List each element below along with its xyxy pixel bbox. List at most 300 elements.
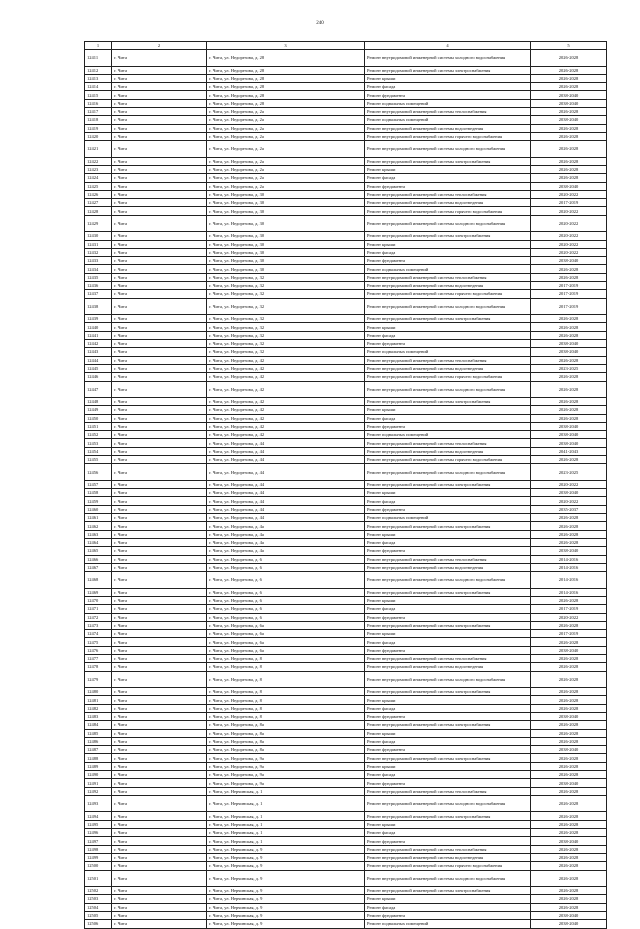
- address-cell: г. Чита, ул. Недорезова, д. 32: [207, 298, 365, 315]
- table-row: [85, 91, 607, 99]
- table-row: [85, 887, 607, 895]
- address-cell: г. Чита, ул. Недорезова, д. 44: [207, 489, 365, 497]
- address-cell: г. Чита, ул. Недорезова, д. 4а: [207, 530, 365, 538]
- period-cell: 2020-2022: [531, 240, 607, 248]
- row-number-cell: 12464: [85, 538, 112, 546]
- address-cell: г. Чита, ул. Недорезова, д. 42: [207, 356, 365, 364]
- settlement-cell: г. Чита: [112, 74, 207, 82]
- settlement-cell: г. Чита: [112, 99, 207, 107]
- table-row: [85, 530, 607, 538]
- address-cell: г. Чита, ул. Нерчинская, д. 9: [207, 920, 365, 928]
- settlement-cell: г. Чита: [112, 596, 207, 604]
- table-row: [85, 348, 607, 356]
- address-cell: г. Чита, ул. Недорезова, д. 8: [207, 671, 365, 688]
- table-row: [85, 646, 607, 654]
- address-cell: г. Чита, ул. Нерчинская, д. 9: [207, 862, 365, 870]
- work-type-cell: Ремонт фундамента: [365, 613, 531, 621]
- table-row: [85, 406, 607, 414]
- work-type-cell: Ремонт крыши: [365, 895, 531, 903]
- period-cell: 2026-2028: [531, 787, 607, 795]
- row-number-cell: 12494: [85, 812, 112, 820]
- period-cell: 2020-2022: [531, 215, 607, 232]
- table-row: [85, 696, 607, 704]
- settlement-cell: г. Чита: [112, 190, 207, 198]
- address-cell: г. Чита, ул. Недорезова, д. 4а: [207, 522, 365, 530]
- address-cell: г. Чита, ул. Недорезова, д. 6а: [207, 646, 365, 654]
- work-type-cell: Ремонт фасада: [365, 737, 531, 745]
- settlement-cell: г. Чита: [112, 870, 207, 887]
- settlement-cell: г. Чита: [112, 845, 207, 853]
- column-header: 4: [365, 42, 531, 50]
- row-number-cell: 12421: [85, 141, 112, 158]
- row-number-cell: 12456: [85, 464, 112, 481]
- period-cell: 2026-2028: [531, 398, 607, 406]
- address-cell: г. Чита, ул. Недорезова, д. 8: [207, 655, 365, 663]
- period-cell: 2026-2028: [531, 66, 607, 74]
- row-number-cell: 12478: [85, 663, 112, 671]
- settlement-cell: г. Чита: [112, 646, 207, 654]
- settlement-cell: г. Чита: [112, 381, 207, 398]
- work-type-cell: Ремонт внутридомовой инженерной системы холодного водоснабжения: [365, 381, 531, 398]
- period-cell: 2026-2028: [531, 414, 607, 422]
- table-row: [85, 340, 607, 348]
- work-type-cell: Ремонт фасада: [365, 248, 531, 256]
- settlement-cell: г. Чита: [112, 116, 207, 124]
- row-number-cell: 12424: [85, 174, 112, 182]
- work-type-cell: Ремонт крыши: [365, 762, 531, 770]
- address-cell: г. Чита, ул. Недорезова, д. 32: [207, 282, 365, 290]
- settlement-cell: г. Чита: [112, 165, 207, 173]
- row-number-cell: 12505: [85, 911, 112, 919]
- settlement-cell: г. Чита: [112, 340, 207, 348]
- column-header: 1: [85, 42, 112, 50]
- address-cell: г. Чита, ул. Недорезова, д. 28: [207, 99, 365, 107]
- table-row: [85, 422, 607, 430]
- table-row: [85, 232, 607, 240]
- row-number-cell: 12499: [85, 853, 112, 861]
- period-cell: 2017-2019: [531, 630, 607, 638]
- work-type-cell: Ремонт внутридомовой инженерной системы теплоснабжения: [365, 845, 531, 853]
- address-cell: г. Чита, ул. Недорезова, д. 28: [207, 66, 365, 74]
- settlement-cell: г. Чита: [112, 779, 207, 787]
- address-cell: г. Чита, ул. Недорезова, д. 6а: [207, 630, 365, 638]
- work-type-cell: Ремонт фасада: [365, 174, 531, 182]
- work-type-cell: Ремонт фундамента: [365, 257, 531, 265]
- table-row: [85, 331, 607, 339]
- table-row: [85, 621, 607, 629]
- row-number-cell: 12422: [85, 157, 112, 165]
- settlement-cell: г. Чита: [112, 107, 207, 115]
- period-cell: 2038-2040: [531, 489, 607, 497]
- period-cell: 2026-2028: [531, 373, 607, 381]
- work-type-cell: Ремонт фундамента: [365, 182, 531, 190]
- settlement-cell: г. Чита: [112, 704, 207, 712]
- address-cell: г. Чита, ул. Недорезова, д. 32: [207, 331, 365, 339]
- period-cell: 2014-2016: [531, 555, 607, 563]
- row-number-cell: 12443: [85, 348, 112, 356]
- table-row: [85, 754, 607, 762]
- period-cell: 2026-2028: [531, 771, 607, 779]
- row-number-cell: 12452: [85, 431, 112, 439]
- row-number-cell: 12449: [85, 406, 112, 414]
- table-row: [85, 381, 607, 398]
- settlement-cell: г. Чита: [112, 588, 207, 596]
- work-type-cell: Ремонт подвальных помещений: [365, 99, 531, 107]
- row-number-cell: 12497: [85, 837, 112, 845]
- row-number-cell: 12484: [85, 721, 112, 729]
- work-type-cell: Ремонт фасада: [365, 83, 531, 91]
- work-type-cell: Ремонт внутридомовой инженерной системы водоотведения: [365, 282, 531, 290]
- period-cell: 2026-2028: [531, 762, 607, 770]
- period-cell: 2026-2028: [531, 663, 607, 671]
- address-cell: г. Чита, ул. Нерчинская, д. 1: [207, 812, 365, 820]
- row-number-cell: 12491: [85, 779, 112, 787]
- row-number-cell: 12487: [85, 746, 112, 754]
- work-type-cell: Ремонт внутридомовой инженерной системы электроснабжения: [365, 315, 531, 323]
- work-type-cell: Ремонт подвальных помещений: [365, 431, 531, 439]
- settlement-cell: г. Чита: [112, 547, 207, 555]
- work-type-cell: Ремонт внутридомовой инженерной системы горячего водоснабжения: [365, 290, 531, 298]
- row-number-cell: 12420: [85, 132, 112, 140]
- row-number-cell: 12427: [85, 199, 112, 207]
- table-row: [85, 596, 607, 604]
- address-cell: г. Чита, ул. Нерчинская, д. 9: [207, 887, 365, 895]
- period-cell: 2026-2028: [531, 596, 607, 604]
- address-cell: г. Чита, ул. Недорезова, д. 28: [207, 50, 365, 67]
- work-type-cell: Ремонт фасада: [365, 331, 531, 339]
- settlement-cell: г. Чита: [112, 762, 207, 770]
- work-type-cell: Ремонт внутридомовой инженерной системы электроснабжения: [365, 721, 531, 729]
- address-cell: г. Чита, ул. Недорезова, д. 44: [207, 497, 365, 505]
- period-cell: 2038-2040: [531, 348, 607, 356]
- settlement-cell: г. Чита: [112, 688, 207, 696]
- address-cell: г. Чита, ул. Нерчинская, д. 9: [207, 870, 365, 887]
- row-number-cell: 12432: [85, 248, 112, 256]
- row-number-cell: 12418: [85, 116, 112, 124]
- work-type-cell: Ремонт внутридомовой инженерной системы электроснабжения: [365, 522, 531, 530]
- period-cell: 2014-2016: [531, 588, 607, 596]
- period-cell: 2026-2028: [531, 538, 607, 546]
- work-type-cell: Ремонт внутридомовой инженерной системы водоотведения: [365, 364, 531, 372]
- address-cell: г. Чита, ул. Недорезова, д. 2а: [207, 141, 365, 158]
- period-cell: 2038-2040: [531, 746, 607, 754]
- settlement-cell: г. Чита: [112, 837, 207, 845]
- table-row: [85, 762, 607, 770]
- period-cell: 2038-2040: [531, 547, 607, 555]
- table-row: [85, 505, 607, 513]
- table-body: [85, 50, 607, 929]
- work-type-cell: Ремонт внутридомовой инженерной системы теплоснабжения: [365, 439, 531, 447]
- table-row: [85, 132, 607, 140]
- table-row: [85, 829, 607, 837]
- row-number-cell: 12460: [85, 505, 112, 513]
- period-cell: 2026-2028: [531, 323, 607, 331]
- row-number-cell: 12451: [85, 422, 112, 430]
- period-cell: 2038-2040: [531, 713, 607, 721]
- address-cell: г. Чита, ул. Нерчинская, д. 1: [207, 795, 365, 812]
- table-row: [85, 655, 607, 663]
- table-row: [85, 787, 607, 795]
- settlement-cell: г. Чита: [112, 655, 207, 663]
- period-cell: 2017-2019: [531, 282, 607, 290]
- address-cell: г. Чита, ул. Недорезова, д. 6: [207, 613, 365, 621]
- settlement-cell: г. Чита: [112, 829, 207, 837]
- row-number-cell: 12417: [85, 107, 112, 115]
- settlement-cell: г. Чита: [112, 795, 207, 812]
- settlement-cell: г. Чита: [112, 182, 207, 190]
- settlement-cell: г. Чита: [112, 920, 207, 928]
- settlement-cell: г. Чита: [112, 903, 207, 911]
- address-cell: г. Чита, ул. Недорезова, д. 30: [207, 257, 365, 265]
- settlement-cell: г. Чита: [112, 555, 207, 563]
- work-type-cell: Ремонт фундамента: [365, 340, 531, 348]
- period-cell: 2026-2028: [531, 829, 607, 837]
- row-number-cell: 12486: [85, 737, 112, 745]
- work-type-cell: Ремонт крыши: [365, 596, 531, 604]
- settlement-cell: г. Чита: [112, 132, 207, 140]
- period-cell: 2026-2028: [531, 621, 607, 629]
- period-cell: 2038-2040: [531, 182, 607, 190]
- address-cell: г. Чита, ул. Нерчинская, д. 1: [207, 837, 365, 845]
- table-row: [85, 182, 607, 190]
- period-cell: 2026-2028: [531, 530, 607, 538]
- settlement-cell: г. Чита: [112, 174, 207, 182]
- settlement-cell: г. Чита: [112, 497, 207, 505]
- address-cell: г. Чита, ул. Недорезова, д. 30: [207, 248, 365, 256]
- table-row: [85, 414, 607, 422]
- address-cell: г. Чита, ул. Недорезова, д. 9а: [207, 779, 365, 787]
- row-number-cell: 12496: [85, 829, 112, 837]
- header-row: [85, 42, 607, 50]
- table-row: [85, 141, 607, 158]
- table-row: [85, 605, 607, 613]
- address-cell: г. Чита, ул. Недорезова, д. 44: [207, 505, 365, 513]
- table-row: [85, 538, 607, 546]
- work-type-cell: Ремонт внутридомовой инженерной системы холодного водоснабжения: [365, 141, 531, 158]
- address-cell: г. Чита, ул. Недорезова, д. 30: [207, 199, 365, 207]
- address-cell: г. Чита, ул. Недорезова, д. 2а: [207, 174, 365, 182]
- row-number-cell: 12500: [85, 862, 112, 870]
- row-number-cell: 12461: [85, 514, 112, 522]
- period-cell: 2026-2028: [531, 729, 607, 737]
- table-row: [85, 447, 607, 455]
- table-row: [85, 795, 607, 812]
- work-type-cell: Ремонт внутридомовой инженерной системы электроснабжения: [365, 398, 531, 406]
- work-type-cell: Ремонт внутридомовой инженерной системы горячего водоснабжения: [365, 207, 531, 215]
- row-number-cell: 12483: [85, 713, 112, 721]
- settlement-cell: г. Чита: [112, 696, 207, 704]
- settlement-cell: г. Чита: [112, 820, 207, 828]
- table-row: [85, 870, 607, 887]
- table-row: [85, 522, 607, 530]
- settlement-cell: г. Чита: [112, 812, 207, 820]
- table-row: [85, 895, 607, 903]
- period-cell: 2038-2040: [531, 99, 607, 107]
- table-row: [85, 920, 607, 928]
- work-type-cell: Ремонт крыши: [365, 74, 531, 82]
- row-number-cell: 12481: [85, 696, 112, 704]
- address-cell: г. Чита, ул. Недорезова, д. 8: [207, 704, 365, 712]
- column-header: 3: [207, 42, 365, 50]
- row-number-cell: 12429: [85, 215, 112, 232]
- settlement-cell: г. Чита: [112, 754, 207, 762]
- settlement-cell: г. Чита: [112, 464, 207, 481]
- table-row: [85, 323, 607, 331]
- row-number-cell: 12416: [85, 99, 112, 107]
- row-number-cell: 12444: [85, 356, 112, 364]
- settlement-cell: г. Чита: [112, 124, 207, 132]
- settlement-cell: г. Чита: [112, 613, 207, 621]
- period-cell: 2026-2028: [531, 795, 607, 812]
- work-type-cell: Ремонт внутридомовой инженерной системы холодного водоснабжения: [365, 795, 531, 812]
- table-row: [85, 257, 607, 265]
- table-row: [85, 364, 607, 372]
- work-type-cell: Ремонт подвальных помещений: [365, 920, 531, 928]
- address-cell: г. Чита, ул. Недорезова, д. 42: [207, 406, 365, 414]
- table-row: [85, 853, 607, 861]
- address-cell: г. Чита, ул. Недорезова, д. 32: [207, 273, 365, 281]
- settlement-cell: г. Чита: [112, 522, 207, 530]
- period-cell: 2020-2022: [531, 232, 607, 240]
- work-type-cell: Ремонт внутридомовой инженерной системы теплоснабжения: [365, 107, 531, 115]
- table-row: [85, 480, 607, 488]
- table-row: [85, 199, 607, 207]
- address-cell: г. Чита, ул. Недорезова, д. 6: [207, 555, 365, 563]
- settlement-cell: г. Чита: [112, 853, 207, 861]
- work-type-cell: Ремонт внутридомовой инженерной системы холодного водоснабжения: [365, 572, 531, 589]
- work-type-cell: Ремонт внутридомовой инженерной системы горячего водоснабжения: [365, 862, 531, 870]
- address-cell: г. Чита, ул. Недорезова, д. 30: [207, 265, 365, 273]
- work-type-cell: Ремонт фасада: [365, 704, 531, 712]
- table-row: [85, 746, 607, 754]
- table-row: [85, 74, 607, 82]
- address-cell: г. Чита, ул. Нерчинская, д. 9: [207, 911, 365, 919]
- table-row: [85, 165, 607, 173]
- table-row: [85, 572, 607, 589]
- row-number-cell: 12503: [85, 895, 112, 903]
- table-row: [85, 83, 607, 91]
- period-cell: 2038-2040: [531, 837, 607, 845]
- address-cell: г. Чита, ул. Недорезова, д. 6а: [207, 638, 365, 646]
- row-number-cell: 12437: [85, 290, 112, 298]
- address-cell: г. Чита, ул. Недорезова, д. 8а: [207, 729, 365, 737]
- work-type-cell: Ремонт крыши: [365, 165, 531, 173]
- period-cell: 2038-2040: [531, 920, 607, 928]
- work-type-cell: Ремонт фундамента: [365, 746, 531, 754]
- settlement-cell: г. Чита: [112, 456, 207, 464]
- row-number-cell: 12485: [85, 729, 112, 737]
- row-number-cell: 12471: [85, 605, 112, 613]
- address-cell: г. Чита, ул. Недорезова, д. 30: [207, 240, 365, 248]
- work-type-cell: Ремонт фасада: [365, 538, 531, 546]
- row-number-cell: 12489: [85, 762, 112, 770]
- period-cell: 2026-2028: [531, 141, 607, 158]
- settlement-cell: г. Чита: [112, 447, 207, 455]
- settlement-cell: г. Чита: [112, 265, 207, 273]
- row-number-cell: 12498: [85, 845, 112, 853]
- row-number-cell: 12426: [85, 190, 112, 198]
- table-row: [85, 215, 607, 232]
- row-number-cell: 12506: [85, 920, 112, 928]
- period-cell: 2020-2022: [531, 207, 607, 215]
- period-cell: 2038-2040: [531, 422, 607, 430]
- address-cell: г. Чита, ул. Недорезова, д. 30: [207, 215, 365, 232]
- row-number-cell: 12474: [85, 630, 112, 638]
- period-cell: 2038-2040: [531, 116, 607, 124]
- work-type-cell: Ремонт внутридомовой инженерной системы теплоснабжения: [365, 356, 531, 364]
- settlement-cell: г. Чита: [112, 729, 207, 737]
- work-type-cell: Ремонт крыши: [365, 630, 531, 638]
- work-type-cell: Ремонт внутридомовой инженерной системы водоотведения: [365, 447, 531, 455]
- table-row: [85, 713, 607, 721]
- table-row: [85, 555, 607, 563]
- address-cell: г. Чита, ул. Недорезова, д. 32: [207, 315, 365, 323]
- work-type-cell: Ремонт крыши: [365, 820, 531, 828]
- work-type-cell: Ремонт фасада: [365, 771, 531, 779]
- address-cell: г. Чита, ул. Недорезова, д. 28: [207, 83, 365, 91]
- settlement-cell: г. Чита: [112, 323, 207, 331]
- work-type-cell: Ремонт внутридомовой инженерной системы водоотведения: [365, 124, 531, 132]
- table-row: [85, 729, 607, 737]
- period-cell: 2026-2028: [531, 704, 607, 712]
- period-cell: 2026-2028: [531, 331, 607, 339]
- table-row: [85, 439, 607, 447]
- settlement-cell: г. Чита: [112, 66, 207, 74]
- address-cell: г. Чита, ул. Недорезова, д. 6: [207, 596, 365, 604]
- address-cell: г. Чита, ул. Недорезова, д. 28: [207, 91, 365, 99]
- row-number-cell: 12455: [85, 456, 112, 464]
- address-cell: г. Чита, ул. Недорезова, д. 32: [207, 290, 365, 298]
- settlement-cell: г. Чита: [112, 638, 207, 646]
- settlement-cell: г. Чита: [112, 240, 207, 248]
- address-cell: г. Чита, ул. Недорезова, д. 42: [207, 414, 365, 422]
- table-row: [85, 66, 607, 74]
- table-row: [85, 497, 607, 505]
- row-number-cell: 12440: [85, 323, 112, 331]
- work-type-cell: Ремонт внутридомовой инженерной системы холодного водоснабжения: [365, 464, 531, 481]
- table-row: [85, 563, 607, 571]
- settlement-cell: г. Чита: [112, 480, 207, 488]
- row-number-cell: 12492: [85, 787, 112, 795]
- work-type-cell: Ремонт крыши: [365, 323, 531, 331]
- row-number-cell: 12448: [85, 398, 112, 406]
- row-number-cell: 12430: [85, 232, 112, 240]
- work-type-cell: Ремонт фундамента: [365, 911, 531, 919]
- address-cell: г. Чита, ул. Нерчинская, д. 1: [207, 787, 365, 795]
- table-row: [85, 99, 607, 107]
- table-row: [85, 298, 607, 315]
- row-number-cell: 12457: [85, 480, 112, 488]
- period-cell: 2026-2028: [531, 671, 607, 688]
- period-cell: 2017-2019: [531, 199, 607, 207]
- settlement-cell: г. Чита: [112, 373, 207, 381]
- work-type-cell: Ремонт фундамента: [365, 91, 531, 99]
- address-cell: г. Чита, ул. Недорезова, д. 8а: [207, 737, 365, 745]
- period-cell: 2026-2028: [531, 887, 607, 895]
- work-type-cell: Ремонт внутридомовой инженерной системы электроснабжения: [365, 480, 531, 488]
- work-type-cell: Ремонт внутридомовой инженерной системы теплоснабжения: [365, 190, 531, 198]
- settlement-cell: г. Чита: [112, 398, 207, 406]
- row-number-cell: 12504: [85, 903, 112, 911]
- period-cell: 2026-2028: [531, 737, 607, 745]
- work-type-cell: Ремонт внутридомовой инженерной системы горячего водоснабжения: [365, 456, 531, 464]
- address-cell: г. Чита, ул. Недорезова, д. 32: [207, 340, 365, 348]
- settlement-cell: г. Чита: [112, 621, 207, 629]
- address-cell: г. Чита, ул. Недорезова, д. 42: [207, 381, 365, 398]
- period-cell: 2020-2022: [531, 613, 607, 621]
- period-cell: 2026-2028: [531, 812, 607, 820]
- table-row: [85, 903, 607, 911]
